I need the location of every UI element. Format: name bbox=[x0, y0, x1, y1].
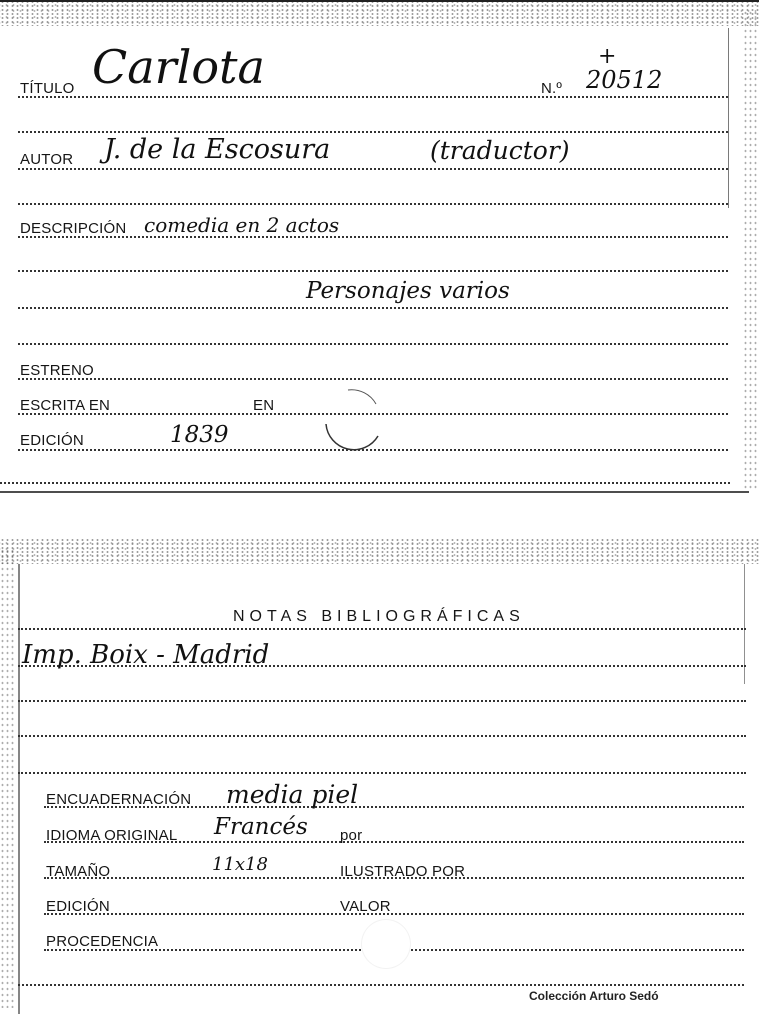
tamano-value: 11x18 bbox=[212, 854, 268, 875]
descripcion-value: comedia en 2 actos bbox=[144, 213, 340, 237]
ruled-line bbox=[18, 628, 746, 630]
card-edge bbox=[0, 0, 759, 2]
ruled-line bbox=[18, 343, 728, 345]
edicion-value: 1839 bbox=[170, 422, 229, 448]
descripcion-label: DESCRIPCIÓN bbox=[20, 220, 127, 237]
edicion-label: EDICIÓN bbox=[46, 898, 110, 915]
por-label: por bbox=[340, 827, 363, 844]
catalog-card-front bbox=[0, 0, 759, 496]
card-bottom-edge bbox=[0, 491, 749, 493]
scan-edge-right bbox=[743, 10, 759, 490]
ruled-line bbox=[18, 203, 728, 205]
tamano-label: TAMAÑO bbox=[46, 863, 111, 880]
autor-value: J. de la Escosura bbox=[104, 134, 331, 165]
encuadernacion-label: ENCUADERNACIÓN bbox=[46, 791, 192, 808]
ruled-line bbox=[0, 482, 730, 484]
section-heading: NOTAS BIBLIOGRÁFICAS bbox=[233, 608, 525, 625]
titulo-value: Carlota bbox=[92, 40, 265, 94]
card-edge bbox=[728, 28, 730, 208]
procedencia-label: PROCEDENCIA bbox=[46, 933, 159, 950]
valor-label: VALOR bbox=[340, 898, 391, 915]
card-edge bbox=[18, 564, 20, 1014]
notas-value: Imp. Boix - Madrid bbox=[22, 640, 270, 670]
ruled-line bbox=[18, 735, 746, 737]
ruled-line bbox=[44, 913, 744, 915]
ruled-line bbox=[18, 984, 744, 986]
ruled-line bbox=[18, 96, 728, 98]
ilustrado-label: ILUSTRADO POR bbox=[340, 863, 466, 880]
numero-label: N.º bbox=[541, 80, 563, 97]
numero-mark: + bbox=[598, 44, 617, 69]
ruled-line bbox=[18, 168, 728, 170]
ruled-line bbox=[18, 700, 746, 702]
encuadernacion-value: media piel bbox=[226, 780, 359, 809]
ruled-line bbox=[18, 772, 746, 774]
idioma-value: Francés bbox=[214, 814, 308, 840]
scan-edge-top bbox=[0, 538, 759, 564]
collection-footer: Colección Arturo Sedó bbox=[529, 989, 659, 1003]
escrita-en-label: ESCRITA EN bbox=[20, 397, 111, 414]
ruled-line bbox=[18, 378, 728, 380]
stamp-mark-icon bbox=[318, 384, 388, 454]
en-label: EN bbox=[253, 397, 275, 414]
autor-note: (traductor) bbox=[430, 136, 570, 165]
personajes-value: Personajes varios bbox=[306, 278, 510, 304]
autor-label: AUTOR bbox=[20, 151, 74, 168]
catalog-card-back bbox=[0, 538, 759, 1028]
scan-edge-left bbox=[0, 548, 16, 1008]
scan-edge-top bbox=[0, 0, 759, 26]
edicion-label: EDICIÓN bbox=[20, 432, 84, 449]
ruled-line bbox=[18, 131, 728, 133]
numero-value: 20512 bbox=[586, 66, 663, 94]
ruled-line bbox=[18, 270, 728, 272]
idioma-label: IDIOMA ORIGINAL bbox=[46, 827, 178, 844]
estreno-label: ESTRENO bbox=[20, 362, 94, 379]
worn-spot bbox=[362, 920, 410, 968]
titulo-label: TÍTULO bbox=[20, 80, 75, 97]
ruled-line bbox=[18, 307, 728, 309]
